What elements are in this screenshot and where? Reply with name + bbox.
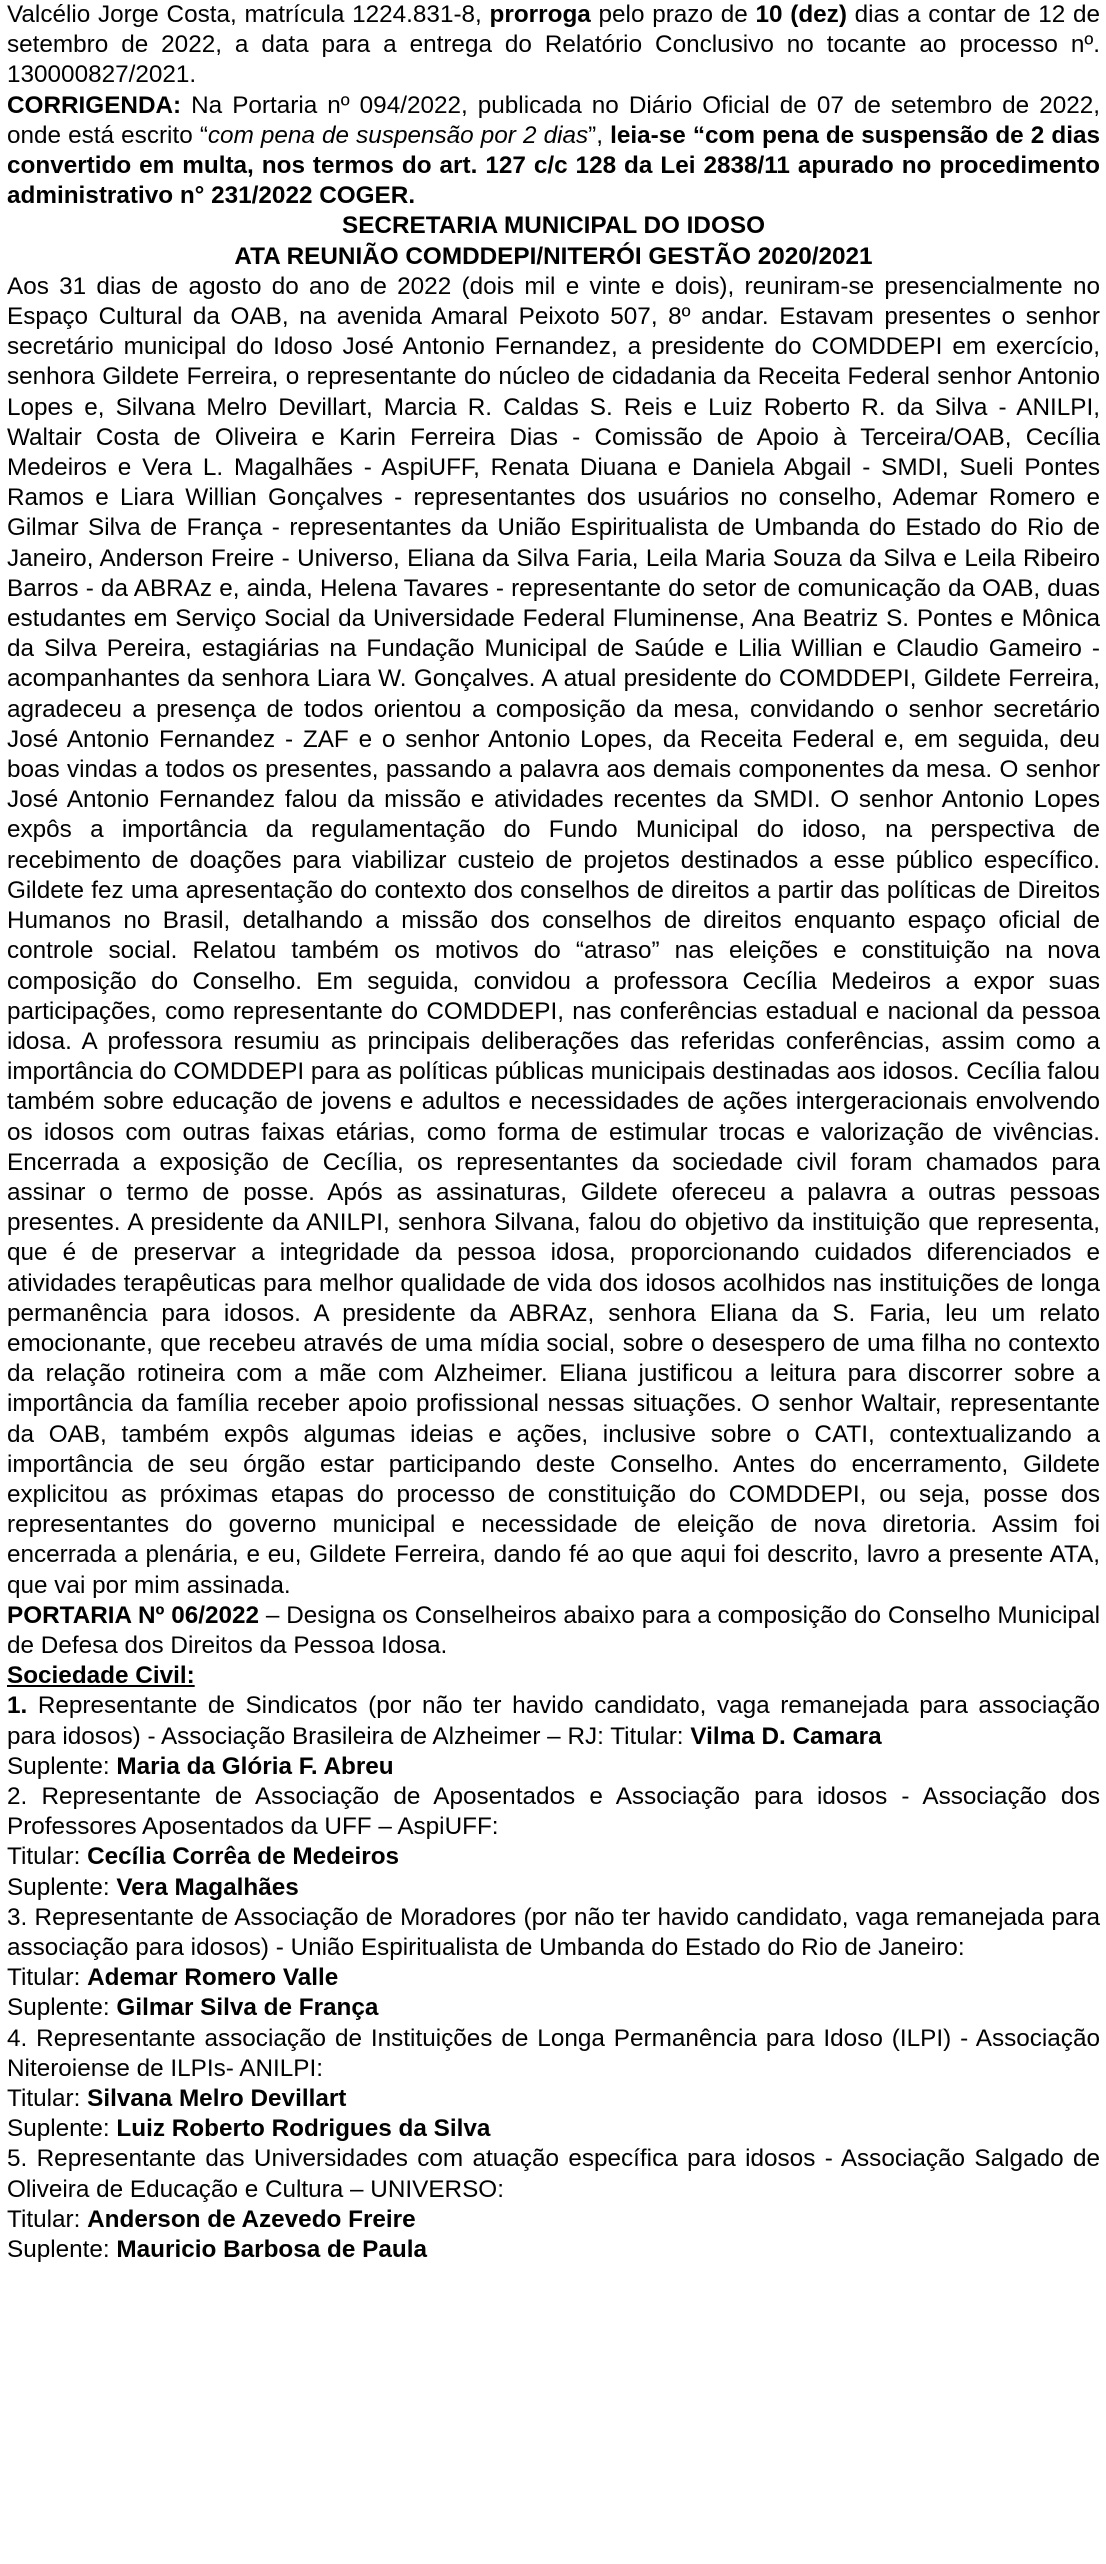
section-heading-secretaria: SECRETARIA MUNICIPAL DO IDOSO <box>342 212 765 240</box>
suplente-line <box>7 1873 1100 1903</box>
item-number: 3. <box>7 1903 28 1931</box>
list-item <box>7 2024 1100 2084</box>
text-run: dias a contar de 12 de setembro de 2022, a data para a entrega do Relatório Conclusivo no tocante ao processo nº. 130000827/2021. <box>7 1 1100 89</box>
item-text: Representante das Universidades com atuação específica para idosos - Associação Salgado de Oliveira de Educação e Cultura – UNIVERSO: <box>7 2145 1100 2203</box>
suplente-label: Suplente: <box>7 1752 117 1780</box>
suplente-name: Maria da Glória F. Abreu <box>116 1752 394 1780</box>
bold-run: 10 (dez) <box>755 1 847 28</box>
bold-run: leia-se “com pena de suspensão de 2 dias convertido em multa, nos termos do art. 127 c/c 128 da Lei 2838/11 apurado no procedimento administrativo n° 231/2022 COGER. <box>7 121 1100 210</box>
text-run: Na Portaria nº 094/2022, publicada no Diário Oficial de 07 de setembro de 2022, onde está escrito “ <box>7 91 1100 149</box>
suplente-name: Gilmar Silva de França <box>116 1994 379 2022</box>
item-number: 1. <box>7 1692 28 1720</box>
list-item <box>7 1903 1100 1963</box>
titular-line <box>7 1842 1100 1872</box>
titular-line <box>7 2205 1100 2235</box>
suplente-line <box>7 1993 1100 2023</box>
suplente-label: Suplente: <box>7 1994 117 2022</box>
sociedade-civil-heading: Sociedade Civil: <box>7 1662 195 1690</box>
corrigenda-label: CORRIGENDA: <box>7 91 182 119</box>
list-item <box>7 2144 1100 2204</box>
suplente-line <box>7 1752 1100 1782</box>
item-number: 5. <box>7 2145 28 2173</box>
suplente-line <box>7 2114 1100 2144</box>
titular-label: Titular: <box>610 1722 691 1750</box>
section-heading-ata: ATA REUNIÃO COMDDEPI/NITERÓI GESTÃO 2020/2021 <box>234 242 873 270</box>
item-text: Representante de Associação de Moradores (por não ter havido candidato, vaga remanejada para associação para idosos) - União Espiritualista de Umbanda do Estado do Rio de Janeiro: <box>7 1903 1100 1961</box>
suplente-name: Luiz Roberto Rodrigues da Silva <box>116 2115 491 2143</box>
portaria-paragraph <box>7 1601 1100 1661</box>
text-run: ”, <box>588 121 611 149</box>
titular-name: Silvana Melro Devillart <box>87 2085 347 2113</box>
item-text: Representante de Sindicatos (por não ter havido candidato, vaga remanejada para associação para idosos) - Associação Brasileira de Alzheimer – RJ: <box>7 1692 1100 1750</box>
list-item <box>7 1782 1100 1842</box>
bold-run: prorroga <box>489 1 591 28</box>
suplente-label: Suplente: <box>7 1873 117 1901</box>
ata-paragraph: Aos 31 dias de agosto do ano de 2022 (dois mil e vinte e dois), reuniram-se presencialmente no Espaço Cultural da OAB, na avenida Amaral Peixoto 507, 8º andar. Estavam presentes o senhor secretário municipal do Idoso José Antonio Fernandez, a presidente do COMDDEPI em exercício, senhora Gildete Ferreira, o representante do núcleo de cidadania da Receita Federal senhor Antonio Lopes e, Silvana Melro Devillart, Marcia R. Caldas S. Reis e Luiz Roberto R. da Silva - ANILPI, Waltair Costa de Oliveira e Karin Ferreira Dias - Comissão de Apoio à Terceira/OAB, Cecília Medeiros e Vera L. Magalhães - AspiUFF, Renata Diuana e Daniela Abgail - SMDI, Sueli Pontes Ramos e Liara Willian Gonçalves - representantes dos usuários no conselho, Ademar Romero e Gilmar Silva de França - representantes da União Espiritualista de Umbanda do Estado do Rio de Janeiro, Anderson Freire - Universo, Eliana da Silva Faria, Leila Maria Souza da Silva e Leila Ribeiro Barros - da ABRAz e, ainda, Helena Tavares - representante do setor de comunicação da OAB, duas estudantes em Serviço Social da Universidade Federal Fluminense, Ana Beatriz S. Pontes e Mônica da Silva Pereira, estagiárias na Fundação Municipal de Saúde e Lilia Willian e Claudio Gameiro - acompanhantes da senhora Liara W. Gonçalves. A atual presidente do COMDDEPI, Gildete Ferreira, agradeceu a presença de todos orientou a composição da mesa, convidando o senhor secretário José Antonio Fernandez - ZAF e o senhor Antonio Lopes, da Receita Federal e, em seguida, deu boas vindas a todos os presentes, passando a palavra aos demais componentes da mesa. O senhor José Antonio Fernandez falou da missão e atividades recentes da SMDI. O senhor Antonio Lopes expôs a importância da regulamentação do Fundo Municipal do idoso, na perspectiva de recebimento de doações para viabilizar custeio de projetos destinados a esse público específico. Gildete fez uma apresentação do contexto dos conselhos de direitos a partir das políticas de Direitos Humanos no Brasil, detalhando a missão dos conselhos de direitos enquanto espaço oficial de controle social. Relatou também os motivos do “atraso” nas eleições e constituição na nova composição do Conselho. Em seguida, convidou a professora Cecília Medeiros a expor suas participações, como representante do COMDDEPI, nas conferências estadual e nacional da pessoa idosa. A professora resumiu as principais deliberações das referidas conferências, assim como a importância do COMDDEPI para as políticas públicas municipais destinadas aos idosos. Cecília falou também sobre educação de jovens e adultos e necessidades de ações intergeracionais envolvendo os idosos com outras faixas etárias, como forma de estimular trocas e valorização de vivências. Encerrada a exposição de Cecília, os representantes da sociedade civil foram chamados para assinar o termo de posse. Após as assinaturas, Gildete ofereceu a palavra a outras pessoas presentes. A presidente da ANILPI, senhora Silvana, falou do objetivo da instituição que representa, que é de preservar a integridade da pessoa idosa, proporcionando cuidados diferenciados e atividades terapêuticas para melhor qualidade de vida dos idosos acolhidos nas instituições de longa permanência para idosos. A presidente da ABRAz, senhora Eliana da S. Faria, leu um relato emocionante, que recebeu através de uma mídia social, sobre o desespero de uma filha no contexto da relação rotineira com a mãe com Alzheimer. Eliana justificou a leitura para discorrer sobre a importância da família receber apoio profissional nessas situações. O senhor Waltair, representante da OAB, também expôs algumas ideias e ações, inclusive sobre o CATI, contextualizando a importância de seu órgão estar participando deste Conselho. Antes do encerramento, Gildete explicitou as próximas etapas do processo de constituição do COMDDEPI, ou seja, posse dos representantes do governo municipal e necessidade de eleição de nova diretoria. Assim foi encerrada a plenária, e eu, Gildete Ferreira, dando fé ao que aqui foi descrito, lavro a presente ATA, que vai por mim assinada. <box>7 272 1100 1599</box>
corrigenda-paragraph <box>7 91 1100 212</box>
titular-name: Ademar Romero Valle <box>87 1964 339 1992</box>
item-text: Representante associação de Instituições de Longa Permanência para Idoso (ILPI) - Associação Niteroiense de ILPIs- ANILPI: <box>7 2024 1100 2082</box>
titular-line <box>7 2084 1100 2114</box>
prorrogacao-paragraph <box>7 0 1100 91</box>
titular-name: Vilma D. Camara <box>690 1722 882 1750</box>
suplente-label: Suplente: <box>7 2115 117 2143</box>
titular-line <box>7 1963 1100 1993</box>
portaria-label: PORTARIA Nº 06/2022 <box>7 1601 260 1629</box>
titular-name: Cecília Corrêa de Medeiros <box>87 1843 400 1871</box>
item-number: 2. <box>7 1782 28 1810</box>
text-run: pelo prazo de <box>590 1 756 28</box>
suplente-name: Vera Magalhães <box>116 1873 299 1901</box>
text-run: – Designa os Conselheiros abaixo para a composição do Conselho Municipal de Defesa dos Direitos da Pessoa Idosa. <box>7 1601 1100 1659</box>
suplente-label: Suplente: <box>7 2236 117 2264</box>
titular-label: Titular: <box>7 1964 88 1992</box>
titular-label: Titular: <box>7 2085 88 2113</box>
text-run: Valcélio Jorge Costa, matrícula 1224.831-8, <box>7 1 490 28</box>
list-item <box>7 1691 1100 1751</box>
suplente-name: Mauricio Barbosa de Paula <box>116 2236 427 2264</box>
titular-label: Titular: <box>7 1843 88 1871</box>
titular-name: Anderson de Azevedo Freire <box>87 2205 416 2233</box>
item-number: 4. <box>7 2024 28 2052</box>
italic-run: com pena de suspensão por 2 dias <box>207 121 589 149</box>
suplente-line <box>7 2235 1100 2265</box>
titular-label: Titular: <box>7 2205 88 2233</box>
item-text: Representante de Associação de Aposentados e Associação para idosos - Associação dos Professores Aposentados da UFF – AspiUFF: <box>7 1782 1100 1841</box>
